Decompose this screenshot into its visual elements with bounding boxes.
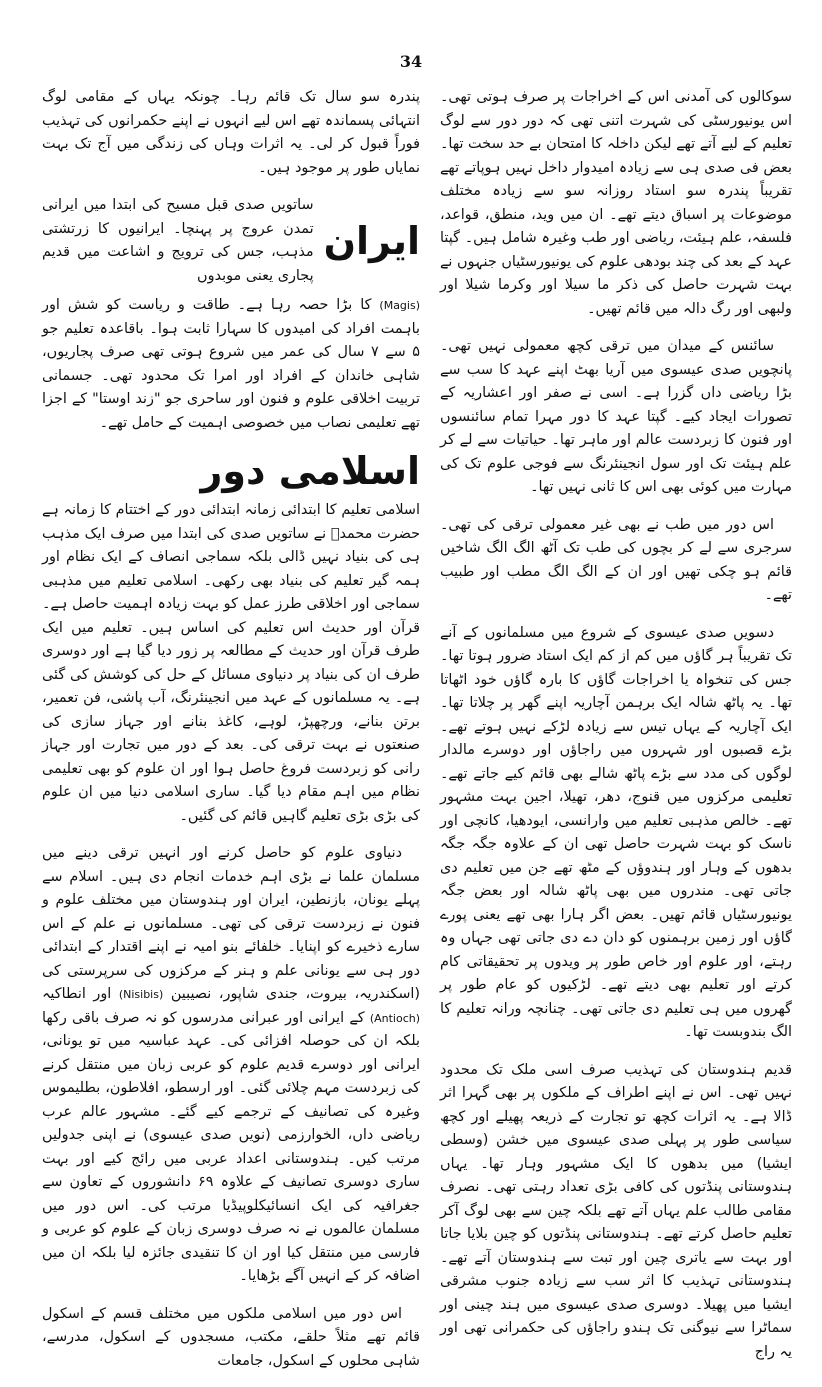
latin-term: (Magis) xyxy=(379,299,420,312)
paragraph: پندرہ سو سال تک قائم رہا۔ چونکہ یہاں کے مقامی لوگ انتہائی پسماندہ تھے اس لیے انہوں نے اپنے حکمرانوں کی تہذیب فوراً قبول کر لی۔ یہ اثرات وہاں کی زندگی میں آج تک بہت نمایاں طور پر موجود ہیں۔ xyxy=(42,89,420,176)
paragraph xyxy=(42,294,420,435)
paragraph xyxy=(42,842,420,1289)
paragraph: سوکالوں کی آمدنی اس کے اخراجات پر صرف ہوتی تھی۔ اس یونیورسٹی کی شہرت اتنی تھی کہ دور دور سے لوگ تعلیم کے لیے آتے تھے لیکن داخلہ کا امتحان بے حد سخت تھا۔ بعض فی صدی ہی سے زیادہ امیدوار داخل نہیں ہوپاتے تھے تقریباً پندرہ سو استاد روزانہ سو سے زیادہ مختلف موضوعات پر اسباق دیتے تھے۔ ان میں وید، منطق، قواعد، فلسفہ، علم ہیئت، ریاضی اور طب وغیرہ شامل ہیں۔ گپتا عہد کے بعد کی چند بودھی علوم کی یونیورسٹیاں جنہوں نے بہت شہرت حاصل کی ذکر ما سیلا اور وکرما شیلا اور ولبھی اور رگ دالہ میں قائم تھیں۔ xyxy=(440,89,792,317)
paragraph-text: کا بڑا حصہ رہا ہے۔ طاقت و ریاست کو شش اور باہمت افراد کی امیدوں کا سہارا ثابت ہوا۔ باقاعدہ تعلیم جو ۵ سے ۷ سال کی عمر میں شروع ہوتی تھی صرف پجاریوں، شاہی خاندان کے افراد اور امرا تک محدود تھی۔ جسمانی تربیت اخلاقی علوم و فنون اور ساحری جو "زند اوستا" کے اجزا تھے تعلیمی نصاب میں خصوصی اہمیت کے حامل تھے۔ xyxy=(42,297,421,431)
left-column xyxy=(42,86,420,1387)
section-iran xyxy=(42,194,420,288)
latin-term: (Antioch) xyxy=(369,1011,421,1025)
section-heading-iran: ایران xyxy=(323,219,420,263)
section-heading-islamic-era: اسلامی دور xyxy=(200,449,420,493)
section-intro: ساتویں صدی قبل مسیح کی ابتدا میں ایرانی تمدن عروج پر پہنچا۔ ایرانیوں کا زرتشتی مذہب، جس کی ترویج و اشاعت میں قدیم پجاری یعنی موبدوں xyxy=(42,197,314,284)
page-number: 34 xyxy=(399,52,423,71)
paragraph: اس دور میں طب نے بھی غیر معمولی ترقی کی تھی۔ سرجری سے لے کر بچوں کی طب تک آٹھ الگ الگ شاخیں قائم ہو چکی تھیں اور ان کے الگ الگ مطب اور طبیب تھے۔ xyxy=(440,516,792,603)
paragraph-text: کے ایرانی اور عبرانی مدرسوں کو نہ صرف باقی رکھا بلکہ ان کی حوصلہ افزائی کی۔ عہد عباسیہ میں تو یونانی، ایرانی اور دوسرے قدیم علوم کو عربی زبان میں منتقل کرنے کی زبردست مہم چلائی گئی۔ اور ارسطو، افلاطون، بطلیموس وغیرہ کی تصانیف کے ترجمے کیے گئے۔ مشہور عالم عرب ریاضی داں، الخوارزمی (نویں صدی عیسوی) نے اپنی جدولیں مرتب کیں۔ ہندوستانی اعداد عربی میں رائج کیے اور بہت ساری دوسری تصانیف کے علاوہ ۶۹ دانشوروں کے تعاون سے جغرافیہ کی ایک انسائیکلوپیڈیا مرتب کی۔ اس دور میں مسلمان عالموں نے نہ صرف دوسری زبان کے علوم کو عربی و فارسی میں منتقل کیا اور ان کا تنقیدی جائزہ لیا بلکہ ان میں اضافہ کر کے انہیں آگے بڑھایا۔ xyxy=(42,1009,420,1284)
paragraph: اس دور میں اسلامی ملکوں میں مختلف قسم کے اسکول قائم تھے مثلاً حلقے، مکتب، مسجدوں کے اسکول، مدرسے، شاہی محلوں کے اسکول، جامعات xyxy=(42,1305,420,1369)
right-column xyxy=(440,86,792,1378)
section-islamic xyxy=(42,449,420,493)
paragraph-text: اور انطاکیہ xyxy=(42,986,112,1002)
paragraph-text: دنیاوی علوم کو حاصل کرنے اور انہیں ترقی دینے میں مسلمان علما نے بڑی اہم خدمات انجام دی ہیں۔ اسلام سے پہلے یونان، بازنطین، ایران اور ہندوستان میں مختلف علوم و فنون نے زبردست ترقی کی تھی۔ مسلمانوں نے علم کے اس سارے ذخیرے کو اپنایا۔ خلفائے بنو امیہ نے اپنے اقتدار کے ابتدائی دور ہی سے یونانی علم و ہنر کے مرکزوں کی سرپرستی کی (اسکندریہ، بیروت، جندی شاپور، نصیبین xyxy=(42,845,420,1002)
paragraph: دسویں صدی عیسوی کے شروع میں مسلمانوں کے آنے تک تقریباً ہر گاؤں میں کم از کم ایک استاد ضرور ہوتا تھا۔ جس کی تنخواہ یا اخراجات گاؤں کا بارہ گاؤں خود اٹھاتا تھا۔ یہ پاٹھ شالہ ایک برہمن آچاریہ اپنے گھر پر چلاتا تھا۔ ایک آچاریہ کے یہاں تیس سے زیادہ لڑکے نہیں ہوتے تھے۔ بڑے قصبوں اور شہروں میں راجاؤں اور دوسرے مالدار لوگوں کی مدد سے بڑے پاٹھ شالے بھی قائم کیے جاتے تھے۔ تعلیمی مرکزوں میں قنوج، دھر، تھیلا، اجین بہت مشہور تھے۔ خالص مذہبی تعلیم میں وارانسی، ایودھیا، کانچی اور ناسک کو بہت شہرت حاصل تھی ان کے علاوہ جگہ جگہ بدھوں کے وہار اور ہندوؤں کے مٹھ تھے جن میں تعلیم دی جاتی تھی۔ مندروں میں بھی پاٹھ شالہ اور بعض جگہ یونیورسٹیاں قائم تھیں۔ بعض اگر ہارا بھی تھے یعنی پورے گاؤں اور زمین برہمنوں کو دان دے دی جاتی تھی جہاں وہ رہتے، اور علوم اور خاص طور پر ویدوں پر تحقیقاتی کام کرتے اور تعلیم بھی دیتے تھے۔ لڑکیوں کو عام طور پر گھروں میں ہی تعلیم دی جاتی تھی۔ چنانچہ ورانہ تعلیم کا الگ بندوبست تھا۔ xyxy=(440,624,792,1040)
paragraph: قدیم ہندوستان کی تہذیب صرف اسی ملک تک محدود نہیں تھی۔ اس نے اپنے اطراف کے ملکوں پر بھی گہرا اثر ڈالا ہے۔ یہ اثرات کچھ تو تجارت کے ذریعہ پھیلے اور کچھ سیاسی طور پر پہلی صدی عیسوی میں خشن (وسطی ایشیا) میں بدھوں کا ایک مشہور وہار تھا۔ یہاں ہندوستانی پنڈتوں کی کافی بڑی تعداد رہتی تھی۔ نصرف مقامی طالب علم یہاں آتے تھے بلکہ چین سے بھی لوگ آکر تعلیم حاصل کرتے تھے۔ ہندوستانی پنڈتوں کو چین بلایا جاتا اور بہت سے یاتری چین اور تبت سے ہندوستان آتے تھے۔ ہندوستانی تہذیب کا اثر سب سے زیادہ جنوب مشرقی ایشیا میں پھیلا۔ دوسری صدی عیسوی میں ہند چینی اور سماٹرا سے نیوگنی تک ہندو راجاؤں کی حکمرانی تھی اور یہ راج xyxy=(440,1061,792,1360)
paragraph: سائنس کے میدان میں ترقی کچھ معمولی نہیں تھی۔ پانچویں صدی عیسوی میں آریا بھٹ اپنے عہد کا سب سے بڑا ریاضی داں گزرا ہے۔ اسی نے صفر اور اعشاریہ کے تصورات ایجاد کیے۔ گپتا عہد کا دور مہرا تمام سائنسوں اور فنون کا زبردست عالم اور ماہر تھا۔ حیاتیات سے لے کر علم ہیئت تک اور سول انجینئرنگ سے فوجی علوم تک کی مہارت میں کوئی بھی اس کا ثانی نہیں تھا۔ xyxy=(440,338,792,495)
latin-term: (Nisibis) xyxy=(118,988,164,1001)
paragraph: اسلامی تعلیم کا ابتدائی زمانہ ابتدائی دور کے اختتام کا زمانہ ہے حضرت محمدؐ نے ساتویں صدی کی ابتدا میں صرف ایک مذہب ہی کی بنیاد نہیں ڈالی بلکہ سماجی انصاف کے ایک نظام اور ہمہ گیر تعلیم کی بنیاد بھی رکھی۔ اسلامی تعلیم میں مذہبی سماجی اور اخلاقی طرز عمل کو بہت زیادہ اہمیت حاصل ہے۔ قرآن اور حدیث اس تعلیم کی اساس ہیں۔ تعلیم میں ایک طرف قرآن اور حدیث کے مطالعہ پر زور دیا گیا ہے اور دوسری طرف ان کی بنیاد پر دنیاوی مسائل کے حل کی کوشش کی گئی ہے۔ یہ مسلمانوں کے عہد میں انجینئرنگ، آب پاشی، فن تعمیر، برتن بنانے، ورچھپڑ، لوہے، کاغذ بنانے اور جہاز سازی کی صنعتوں نے بہت ترقی کی۔ بعد کے دور میں تجارت اور جہاز رانی کو زبردست فروغ حاصل ہوا اور ان علوم کو بھی تعلیمی نظام میں اہم مقام دیا گیا۔ ساری اسلامی دنیا میں ان علوم کی بڑی بڑی تعلیم گاہیں قائم کی گئیں۔ xyxy=(42,502,420,824)
